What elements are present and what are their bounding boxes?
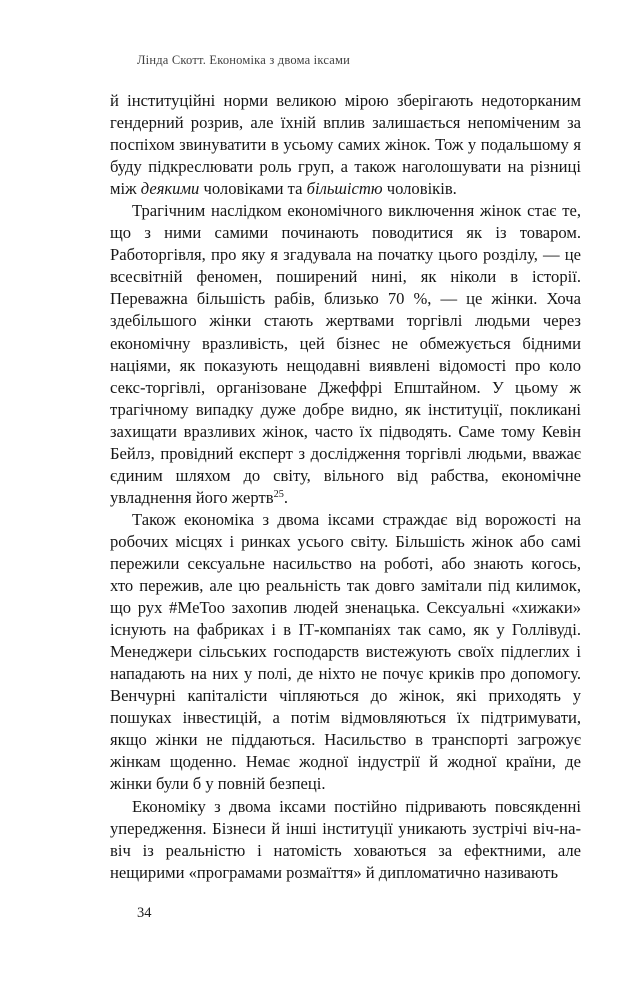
running-header: Лінда Скотт. Економіка з двома іксами bbox=[137, 53, 350, 67]
footnote-marker: 25 bbox=[273, 489, 284, 501]
text-segment: чоловіків. bbox=[382, 179, 457, 199]
text-segment: Економіку з двома іксами постійно підривають повсякденні упередження. Бізнеси й інші інституції уникають зустрічі віч-на-віч із реальністю і натомість ховаються за ефектними, але нещирими «програмами розмаїття» й дипломатично називають bbox=[110, 796, 581, 882]
text-segment: більшістю bbox=[306, 179, 383, 199]
page-number: 34 bbox=[137, 905, 152, 921]
body-text bbox=[110, 90, 581, 884]
text-segment: й інституційні норми великою мірою зберігають недоторканим гендерний розрив, але їхній вплив залишається непоміченим за поспіхом звинуватити в усьому самих жінок. Тож у подальшому я буду підкреслювати роль груп, а також наголошувати на різниці між bbox=[110, 91, 581, 199]
text-segment: деякими bbox=[140, 179, 200, 199]
text-segment: . bbox=[283, 487, 289, 507]
paragraph bbox=[110, 200, 581, 509]
text-segment: Також економіка з двома іксами страждає від ворожості на робочих місцях і ринках усього світу. Більшість жінок або самі пережили сексуальне насильство на роботі, або знають когось, хто пережив, але цю реальність так довго замітали під килимок, що рух #MeToo захопив людей зненацька. Сексуальні «хижаки» існують на фабриках і в ІТ-компаніях так само, як у Голлівуді. Менеджери сільських господарств вистежують своїх підлеглих і нападають на них у полі, де ніхто не почує криків про допомогу. Венчурні капіталісти чіпляються до жінок, які приходять у пошуках інвестицій, а потім відмовляються їх підтримувати, якщо жінки не піддаються. Насильство в транспорті загрожує жінкам щоденно. Немає жодної індустрії й жодної країни, де жінки були б у повній безпеці. bbox=[110, 509, 581, 794]
text-segment: Трагічним наслідком економічного виключення жінок стає те, що з ними самими починають поводитися як із товаром. Работоргівля, про яку я згадувала на початку цього розділу, — це всесвітній феномен, поширений нині, як ніколи в історії. Переважна більшість рабів, близько 70 %, — це жінки. Хоча здебільшого жінки стають жертвами торгівлі людьми через економічну вразливість, цей бізнес не обмежується бідними націями, як показують нещодавні виявлені відомості про коло секс-торгівлі, організоване Джеффрі Епштайном. У цьому ж трагічному випадку дуже добре видно, як інституції, покликані захищати вразливих жінок, часто їх підводять. Саме тому Кевін Бейлз, провідний експерт з дослідження торгівлі людьми, вважає єдиним шляхом до світу, вільного від рабства, економічне увладнення його жертв bbox=[110, 201, 581, 507]
paragraph bbox=[110, 796, 581, 884]
text-segment: чоловіками та bbox=[199, 179, 307, 199]
paragraph bbox=[110, 509, 581, 796]
paragraph bbox=[110, 90, 581, 200]
